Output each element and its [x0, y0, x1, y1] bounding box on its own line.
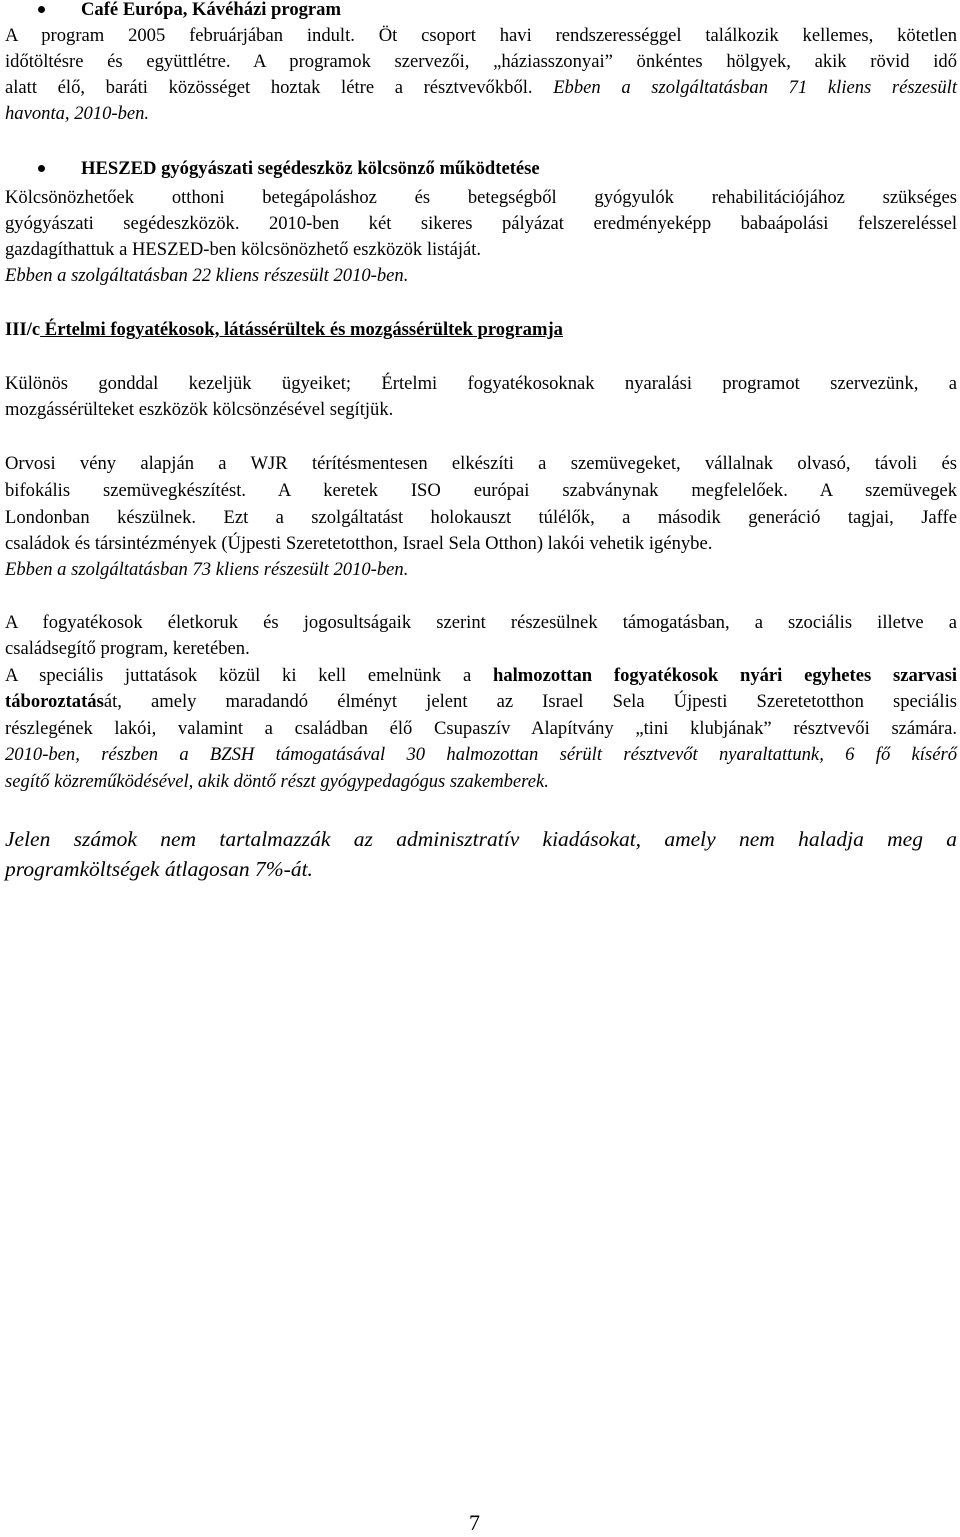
cafe-line-3 [5, 75, 957, 101]
heszed-line-1: Kölcsönözhetőek otthoni betegápoláshoz és betegségből gyógyulók rehabilitációjához szükséges [5, 187, 957, 208]
heszed-line-3: gazdagíthattuk a HESZED-ben kölcsönözhető eszközök listáját. [5, 239, 482, 260]
iiic-p3-line-1: A fogyatékosok életkoruk és jogosultságaik szerint részesülnek támogatásban, a szociális illetve a [5, 612, 957, 633]
page-number: 7 [469, 1510, 480, 1535]
iiic-p4-line-1-bold: halmozottan fogyatékosok nyári egyhetes szarvasi [492, 665, 957, 686]
iiic-p4-line-2-plain: át, amely maradandó élményt jelent az Israel Sela Újpesti Szeretetotthon speciális [103, 691, 957, 712]
iiic-p4-line-3: részlegének lakói, valamint a családban élő Csupaszív Alapítvány „tini klubjának” résztvevői számára. [5, 718, 957, 739]
iiic-p2-line-4: családok és társintézmények (Újpesti Szeretetotthon, Israel Sela Otthon) lakói vehetik igénybe. [5, 533, 713, 554]
section-heading-title: Értelmi fogyatékosok, látássérültek és mozgássérültek programja [40, 319, 563, 340]
iiic-p4-line-1 [5, 663, 957, 689]
cafe-europa-title: Café Európa, Kávéházi program [81, 0, 341, 23]
iiic-p1-line-1: Különös gonddal kezeljük ügyeiket; Értelmi fogyatékosoknak nyaralási programot szervezünk, a [5, 373, 957, 394]
iiic-p4-italic-2: segítő közreműködésével, akik döntő részt gyógypedagógus szakemberek. [5, 771, 549, 792]
section-heading-iiic [5, 317, 563, 343]
cafe-line-1: A program 2005 februárjában indult. Öt csoport havi rendszerességgel találkozik kellemes, kötetlen [5, 25, 957, 46]
iiic-p4-line-2-bold: táboroztatás [5, 691, 104, 712]
cafe-line-2: időtöltésre és együttlétre. A programok szervezői, „háziasszonyai” önkéntes hölgyek, akik rövid idő [5, 51, 957, 72]
section-heading-prefix: III/c [5, 319, 41, 340]
iiic-p2-line-2: bifokális szemüvegkészítést. A keretek ISO európai szabványnak megfelelőek. A szemüvegek [5, 480, 957, 501]
iiic-p2-line-3: Londonban készülnek. Ezt a szolgáltatást holokauszt túlélők, a második generáció tagjai, Jaffe [5, 507, 957, 528]
iiic-p4-line-2 [5, 689, 957, 715]
iiic-p4-italic-1: 2010-ben, részben a BZSH támogatásával 30 halmozottan sérült résztvevőt nyaraltattunk, 6 fő kísérő [5, 744, 957, 765]
note-line-1: Jelen számok nem tartalmazzák az adminisztratív kiadásokat, amely nem haladja meg a [5, 827, 957, 851]
iiic-p3-line-2: családsegítő program, keretében. [5, 638, 250, 659]
heszed-title: HESZED gyógyászati segédeszköz kölcsönző működtetése [81, 156, 540, 182]
heszed-italic: Ebben a szolgáltatásban 22 kliens részesült 2010-ben. [5, 265, 409, 286]
cafe-line-3-plain: alatt élő, baráti közösséget hoztak létre a résztvevőkből. [5, 77, 533, 98]
iiic-p2-italic: Ebben a szolgáltatásban 73 kliens részesült 2010-ben. [5, 559, 409, 580]
heszed-line-2: gyógyászati segédeszközök. 2010-ben két sikeres pályázat eredményeképp babaápolási felszereléssel [5, 213, 957, 234]
iiic-p2-line-1: Orvosi vény alapján a WJR térítésmentesen elkészíti a szemüvegeket, vállalnak olvasó, távoli és [5, 453, 957, 474]
cafe-line-3-italic: Ebben a szolgáltatásban 71 kliens részesült [532, 77, 957, 98]
cafe-line-4: havonta, 2010-ben. [5, 103, 150, 124]
iiic-p1-line-2: mozgássérülteket eszközök kölcsönzésével segítjük. [5, 399, 394, 420]
iiic-p4-line-1-plain: A speciális juttatások közül ki kell emelnünk a [5, 665, 493, 686]
note-line-2: programköltségek átlagosan 7%-át. [5, 857, 313, 881]
